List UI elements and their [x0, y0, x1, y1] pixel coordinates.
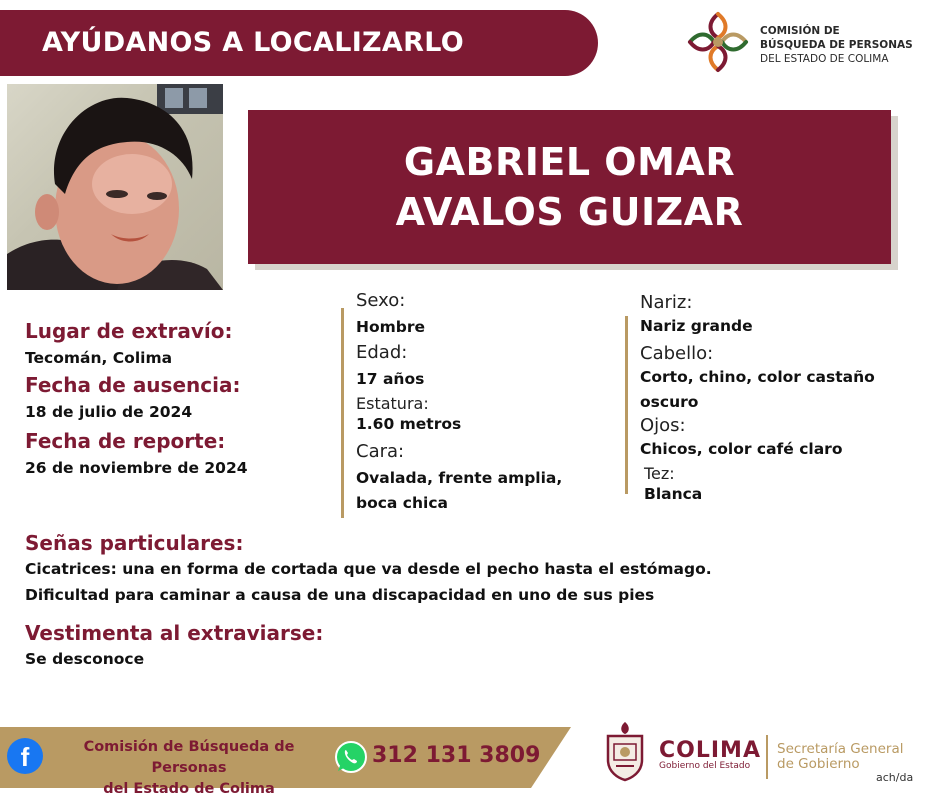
- portrait-illustration: [7, 84, 223, 290]
- person-photo: [7, 84, 223, 290]
- cara-value-line-2: boca chica: [356, 494, 448, 512]
- sexo-value: Hombre: [356, 318, 426, 336]
- column-divider-2: [625, 316, 628, 494]
- vestimenta-label: Vestimenta al extraviarse:: [25, 621, 324, 645]
- cabello-value-line-2: oscuro: [640, 393, 699, 411]
- senas-line-1: Cicatrices: una en forma de cortada que va desde el pecho hasta el estómago.: [25, 560, 712, 578]
- column-divider-1: [341, 308, 344, 518]
- edad-label: Edad:: [356, 342, 408, 363]
- facebook-line-2: del Estado de Colima: [103, 781, 275, 797]
- colima-coat-of-arms-icon: [602, 720, 648, 782]
- contact-phone[interactable]: 312 131 3809: [372, 743, 541, 768]
- vestimenta-value: Se desconoce: [25, 650, 145, 668]
- reporte-value: 26 de noviembre de 2024: [25, 459, 248, 477]
- secretaria-line-2: de Gobierno: [777, 756, 860, 772]
- senas-label: Señas particulares:: [25, 531, 244, 555]
- ojos-label: Ojos:: [640, 415, 686, 436]
- ojos-value: Chicos, color café claro: [640, 440, 843, 458]
- estatura-label: Estatura:: [356, 394, 429, 413]
- design-credit: ach/da: [876, 771, 914, 784]
- footer-divider: [766, 735, 768, 779]
- ausencia-label: Fecha de ausencia:: [25, 373, 241, 397]
- facebook-icon[interactable]: f: [7, 738, 43, 774]
- colima-government-subtitle: Gobierno del Estado: [659, 761, 751, 771]
- cara-label: Cara:: [356, 441, 405, 462]
- person-first-names: GABRIEL OMAR: [403, 140, 736, 184]
- person-name-box: [248, 110, 891, 264]
- lugar-value: Tecomán, Colima: [25, 349, 173, 367]
- secretaria-general: [777, 742, 904, 772]
- org-line-3: DEL ESTADO DE COLIMA: [760, 53, 889, 65]
- tez-label: Tez:: [644, 464, 675, 483]
- nariz-label: Nariz:: [640, 292, 693, 313]
- facebook-line-1: Comisión de Búsqueda de Personas: [83, 739, 295, 776]
- sexo-label: Sexo:: [356, 290, 406, 311]
- cabello-value-line-1: Corto, chino, color castaño: [640, 368, 875, 386]
- lugar-label: Lugar de extravío:: [25, 319, 233, 343]
- person-last-names: AVALOS GUIZAR: [395, 190, 744, 234]
- senas-line-2: Dificultad para caminar a causa de una discapacidad en uno de sus pies: [25, 586, 655, 604]
- colima-government-name: COLIMA: [659, 738, 761, 763]
- tez-value: Blanca: [644, 485, 703, 503]
- distinguishing-marks: [25, 530, 925, 672]
- org-line-2: BÚSQUEDA DE PERSONAS: [760, 39, 913, 51]
- org-line-1: COMISIÓN DE: [760, 25, 840, 37]
- secretaria-line-1: Secretaría General: [777, 741, 904, 757]
- facebook-page-name[interactable]: [44, 737, 334, 800]
- comision-logo-icon: [684, 8, 752, 76]
- traits-column-2: [640, 292, 930, 504]
- nariz-value: Nariz grande: [640, 317, 753, 335]
- whatsapp-icon[interactable]: [334, 740, 368, 774]
- header-banner: AYÚDANOS A LOCALIZARLO: [0, 10, 598, 76]
- ausencia-value: 18 de julio de 2024: [25, 403, 193, 421]
- traits-column-1: [356, 290, 606, 516]
- incident-info: [25, 318, 325, 482]
- comision-name: [760, 24, 935, 66]
- cara-value-line-1: Ovalada, frente amplia,: [356, 469, 563, 487]
- estatura-value: 1.60 metros: [356, 415, 462, 433]
- cabello-label: Cabello:: [640, 343, 714, 364]
- reporte-label: Fecha de reporte:: [25, 429, 226, 453]
- edad-value: 17 años: [356, 370, 425, 388]
